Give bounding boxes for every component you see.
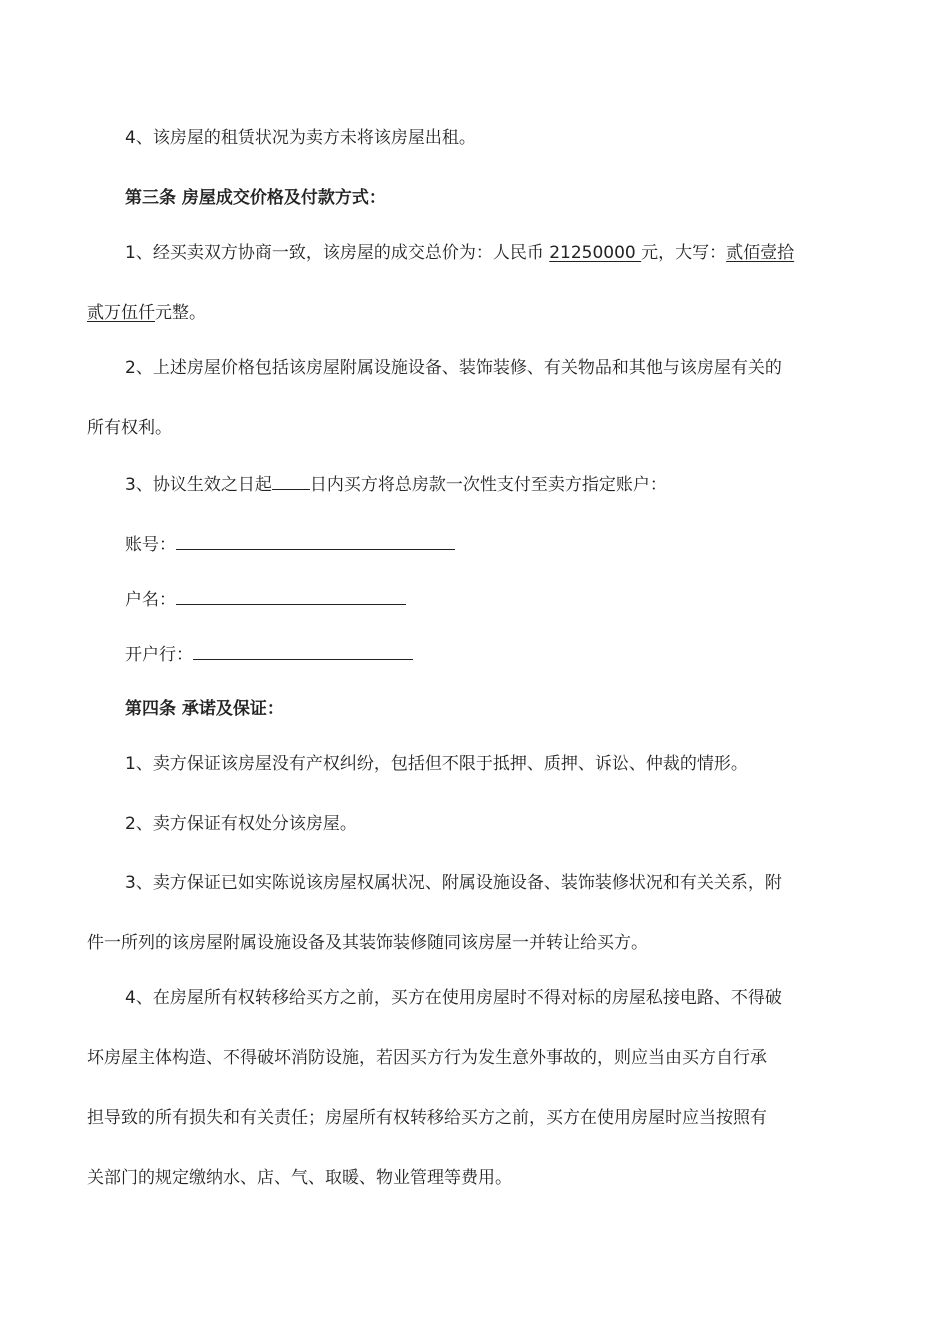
clause3-item1-line1 (125, 241, 794, 265)
clause3-item2-line2: 所有权利。 (87, 418, 172, 438)
account-name-label: 户名： (125, 590, 176, 610)
clause4-item4-line3: 担导致的所有损失和有关责任；房屋所有权转移给买方之前，买方在使用房屋时应当按照有 (87, 1108, 767, 1128)
account-name-blank (176, 586, 406, 605)
clause4-heading: 第四条 承诺及保证： (125, 699, 284, 719)
clause4-item4-line4: 关部门的规定缴纳水、店、气、取暖、物业管理等费用。 (87, 1168, 512, 1188)
price-amount-words-part1: 贰佰壹拾 (726, 243, 795, 263)
bank-row (125, 641, 413, 665)
bank-blank (193, 641, 413, 660)
price-mid: 元，大写： (641, 243, 727, 263)
clause4-item4-line2: 坏房屋主体构造、不得破坏消防设施，若因买方行为发生意外事故的，则应当由买方自行承 (87, 1048, 767, 1068)
clause3-item3 (125, 471, 667, 495)
clause4-item3-line2: 件一所列的该房屋附属设施设备及其装饰装修随同该房屋一并转让给买方。 (87, 933, 648, 953)
clause4-item4-line1: 4、在房屋所有权转移给买方之前，买方在使用房屋时不得对标的房屋私接电路、不得破 (125, 988, 782, 1008)
payment-days-suffix: 日内买方将总房款一次性支付至卖方指定账户： (309, 475, 667, 495)
clause3-heading: 第三条 房屋成交价格及付款方式： (125, 188, 386, 208)
clause3-item1-line2 (87, 301, 206, 325)
clause4-item2: 2、卖方保证有权处分该房屋。 (125, 814, 357, 834)
clause4-item1: 1、卖方保证该房屋没有产权纠纷，包括但不限于抵押、质押、诉讼、仲裁的情形。 (125, 754, 748, 774)
account-name-row (125, 586, 406, 610)
price-prefix: 1、经买卖双方协商一致，该房屋的成交总价为：人民币 (125, 243, 550, 263)
price-suffix: 元整。 (155, 303, 206, 323)
clause4-item3-line1: 3、卖方保证已如实陈说该房屋权属状况、附属设施设备、装饰装修状况和有关关系，附 (125, 873, 782, 893)
price-amount-words-part2: 贰万伍仟 (87, 303, 155, 323)
account-number-blank (176, 531, 455, 550)
bank-label: 开户行： (125, 645, 193, 665)
clause3-item2-line1: 2、上述房屋价格包括该房屋附属设施设备、装饰装修、有关物品和其他与该房屋有关的 (125, 358, 782, 378)
price-amount-number: 21250000 (549, 243, 642, 263)
account-number-label: 账号： (125, 535, 176, 555)
account-number-row (125, 531, 455, 555)
payment-days-prefix: 3、协议生效之日起 (125, 475, 272, 495)
payment-days-blank (272, 471, 310, 490)
clause2-item4: 4、该房屋的租赁状况为卖方未将该房屋出租。 (125, 128, 476, 148)
